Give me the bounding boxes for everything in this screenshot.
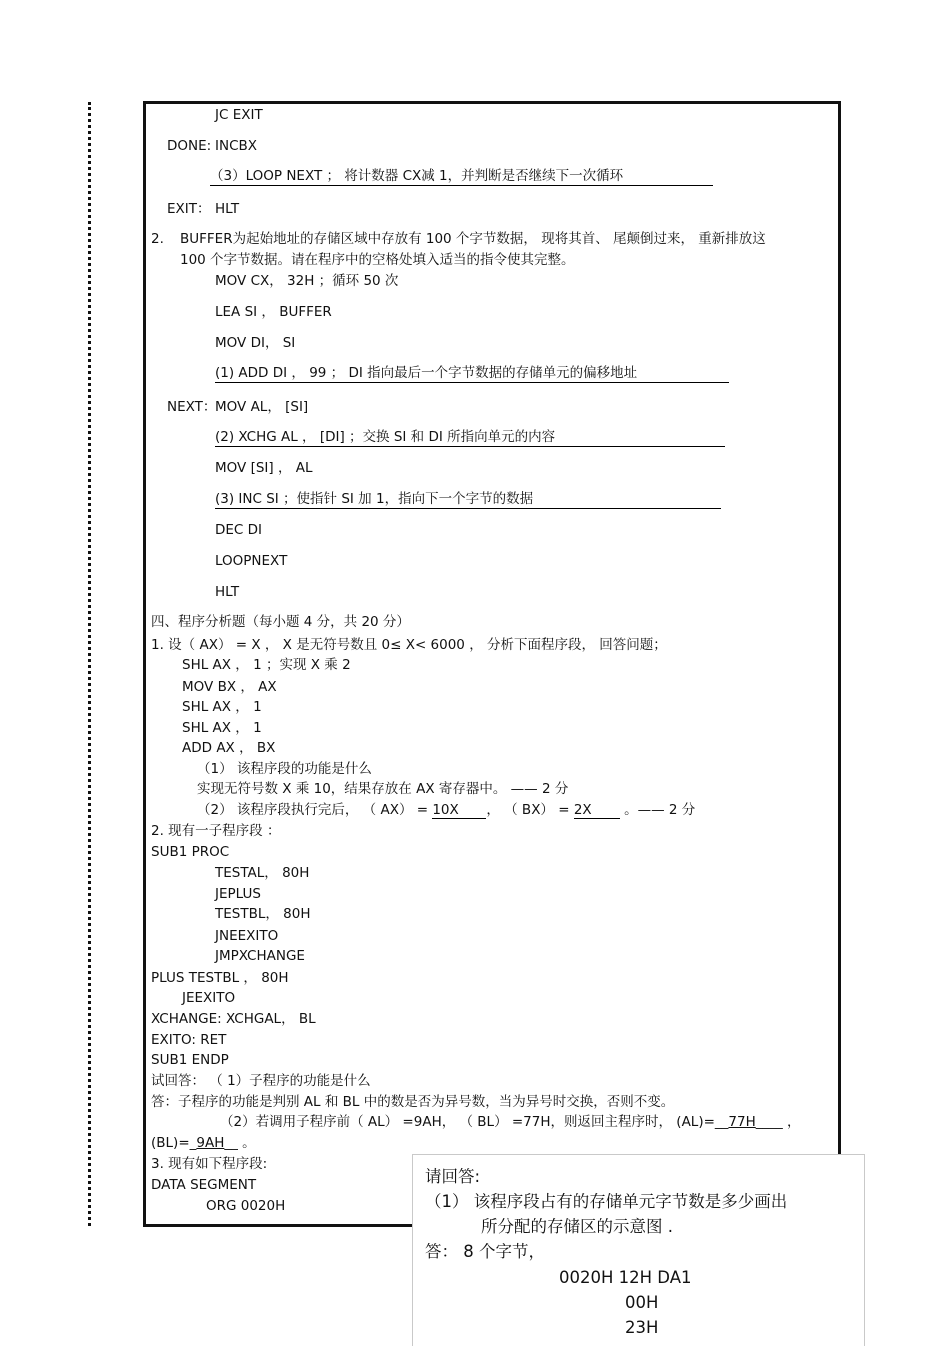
sub-question-2b-text: （2）若调用子程序前（ AL） =9AH， （ BL） =77H，则返回主程序时， (AL)=__	[220, 1114, 729, 1130]
code-line: MOV CX， 32H ；循环 50 次	[215, 273, 399, 289]
memory-row: 00H	[625, 1293, 659, 1312]
code-line: TESTAL， 80H	[215, 865, 310, 881]
answer-panel	[412, 1154, 865, 1346]
answer-text: 实现无符号数 X 乘 10，结果存放在 AX 寄存器中。 —— 2 分	[197, 781, 569, 797]
answer-text: 答：子程序的功能是判别 AL 和 BL 中的数是否为异号数，当为异号时交换，否则不变。	[151, 1094, 675, 1110]
sub-question-2	[197, 802, 695, 819]
code-line: DATA SEGMENT	[151, 1177, 257, 1193]
code-line: HLT	[215, 584, 240, 600]
answer-loop-next: （3）LOOP NEXT ； 将计数器 CX减 1，并判断是否继续下一次循环	[210, 168, 713, 186]
code-line: LEA SI ， BUFFER	[215, 304, 332, 320]
panel-question-cont: 所分配的存储区的示意图 .	[481, 1217, 673, 1236]
sub-question-2-post: 。—— 2 分	[619, 802, 696, 818]
answer-bl-pre: (BL)=_	[151, 1135, 197, 1151]
panel-answer: 答： 8 个字节，	[425, 1242, 545, 1261]
panel-title: 请回答:	[425, 1167, 481, 1186]
table-top-border	[143, 101, 841, 104]
table-left-border	[143, 102, 146, 1226]
code-line: ADD AX ， BX	[182, 740, 276, 756]
answer-bl-post: __ 。	[224, 1135, 256, 1151]
code-line: SHL AX ， 1	[182, 720, 262, 736]
memory-row: 23H	[625, 1318, 659, 1337]
answer-al: 77H	[728, 1114, 756, 1130]
sub-question: （1） 该程序段的功能是什么	[197, 761, 372, 777]
answer-blank-3: (3) INC SI ；使指针 SI 加 1，指向下一个字节的数据	[215, 491, 721, 509]
answer-ax: 10X	[432, 802, 486, 819]
sub-question: 试回答： （ 1）子程序的功能是什么	[151, 1073, 371, 1089]
code-line: EXITO: RET	[151, 1032, 227, 1048]
code-line: ORG 0020H	[206, 1198, 286, 1214]
sub-question-2-text: （2） 该程序段执行完后， （ AX） =	[197, 802, 433, 818]
code-line: JEPLUS	[215, 886, 261, 902]
code-line: SUB1 PROC	[151, 844, 230, 860]
answer-bx: 2X	[574, 802, 620, 819]
label-exit: EXIT：	[167, 201, 211, 217]
left-margin-dotted-rule	[88, 102, 91, 1226]
question-text: 1. 设（ AX） = X ， X 是无符号数且 0≤ X< 6000 ， 分析下面程序段， 回答问题；	[151, 637, 667, 653]
code-line: PLUS TESTBL ， 80H	[151, 970, 289, 986]
code-line: JMPXCHANGE	[215, 948, 305, 964]
answer-bl: 9AH	[196, 1135, 225, 1151]
code-line: LOOPNEXT	[215, 553, 288, 569]
question-number: 2.	[151, 231, 164, 247]
code-line: MOV BX ， AX	[182, 679, 277, 695]
code-line: DEC DI	[215, 522, 263, 538]
code-line: JNEEXITO	[215, 928, 279, 944]
code-line: SUB1 ENDP	[151, 1052, 229, 1068]
label-done: DONE:	[167, 138, 212, 154]
label-next: NEXT：	[167, 399, 217, 415]
code-line: MOV DI， SI	[215, 335, 296, 351]
sub-question-2b	[220, 1114, 801, 1130]
question-text: 2. 现有一子程序段 ：	[151, 823, 281, 839]
code-inc-bx: INCBX	[215, 138, 258, 154]
section-heading: 四、程序分析题（每小题 4 分，共 20 分）	[151, 614, 410, 630]
code-line: MOV [SI] ， AL	[215, 460, 313, 476]
table-right-border	[838, 102, 841, 1154]
answer-bl-line	[151, 1135, 256, 1151]
table-bottom-border	[143, 1224, 415, 1227]
memory-row: 0020H 12H DA1	[559, 1268, 692, 1287]
question-text-line1: BUFFER为起始地址的存储区域中存放有 100 个字节数据， 现将其首、 尾颠倒过来， 重新排放这	[180, 231, 766, 247]
sub-question-2b-post: ____ ，	[755, 1114, 801, 1130]
code-line: JEEXITO	[182, 990, 236, 1006]
sub-question-2-mid: ， （ BX） =	[486, 802, 574, 818]
code-line: XCHANGE: XCHGAL， BL	[151, 1011, 316, 1027]
answer-blank-1: (1) ADD DI ， 99 ； DI 指向最后一个字节数据的存储单元的偏移地址	[215, 365, 729, 383]
code-hlt: HLT	[215, 201, 240, 217]
answer-blank-2: (2) XCHG AL ， [DI] ；交换 SI 和 DI 所指向单元的内容	[215, 429, 725, 447]
question-text: 3. 现有如下程序段:	[151, 1156, 268, 1172]
code-line: SHL AX ， 1	[182, 699, 262, 715]
code-line: MOV AL， [SI]	[215, 399, 309, 415]
code-line: SHL AX ， 1 ；实现 X 乘 2	[182, 657, 351, 673]
question-text-line2: 100 个字节数据。请在程序中的空格处填入适当的指令使其完整。	[180, 252, 575, 268]
code-jc-exit: JC EXIT	[215, 107, 263, 123]
code-line: TESTBL， 80H	[215, 906, 311, 922]
panel-question: （1） 该程序段占有的存储单元字节数是多少画出	[425, 1192, 788, 1211]
